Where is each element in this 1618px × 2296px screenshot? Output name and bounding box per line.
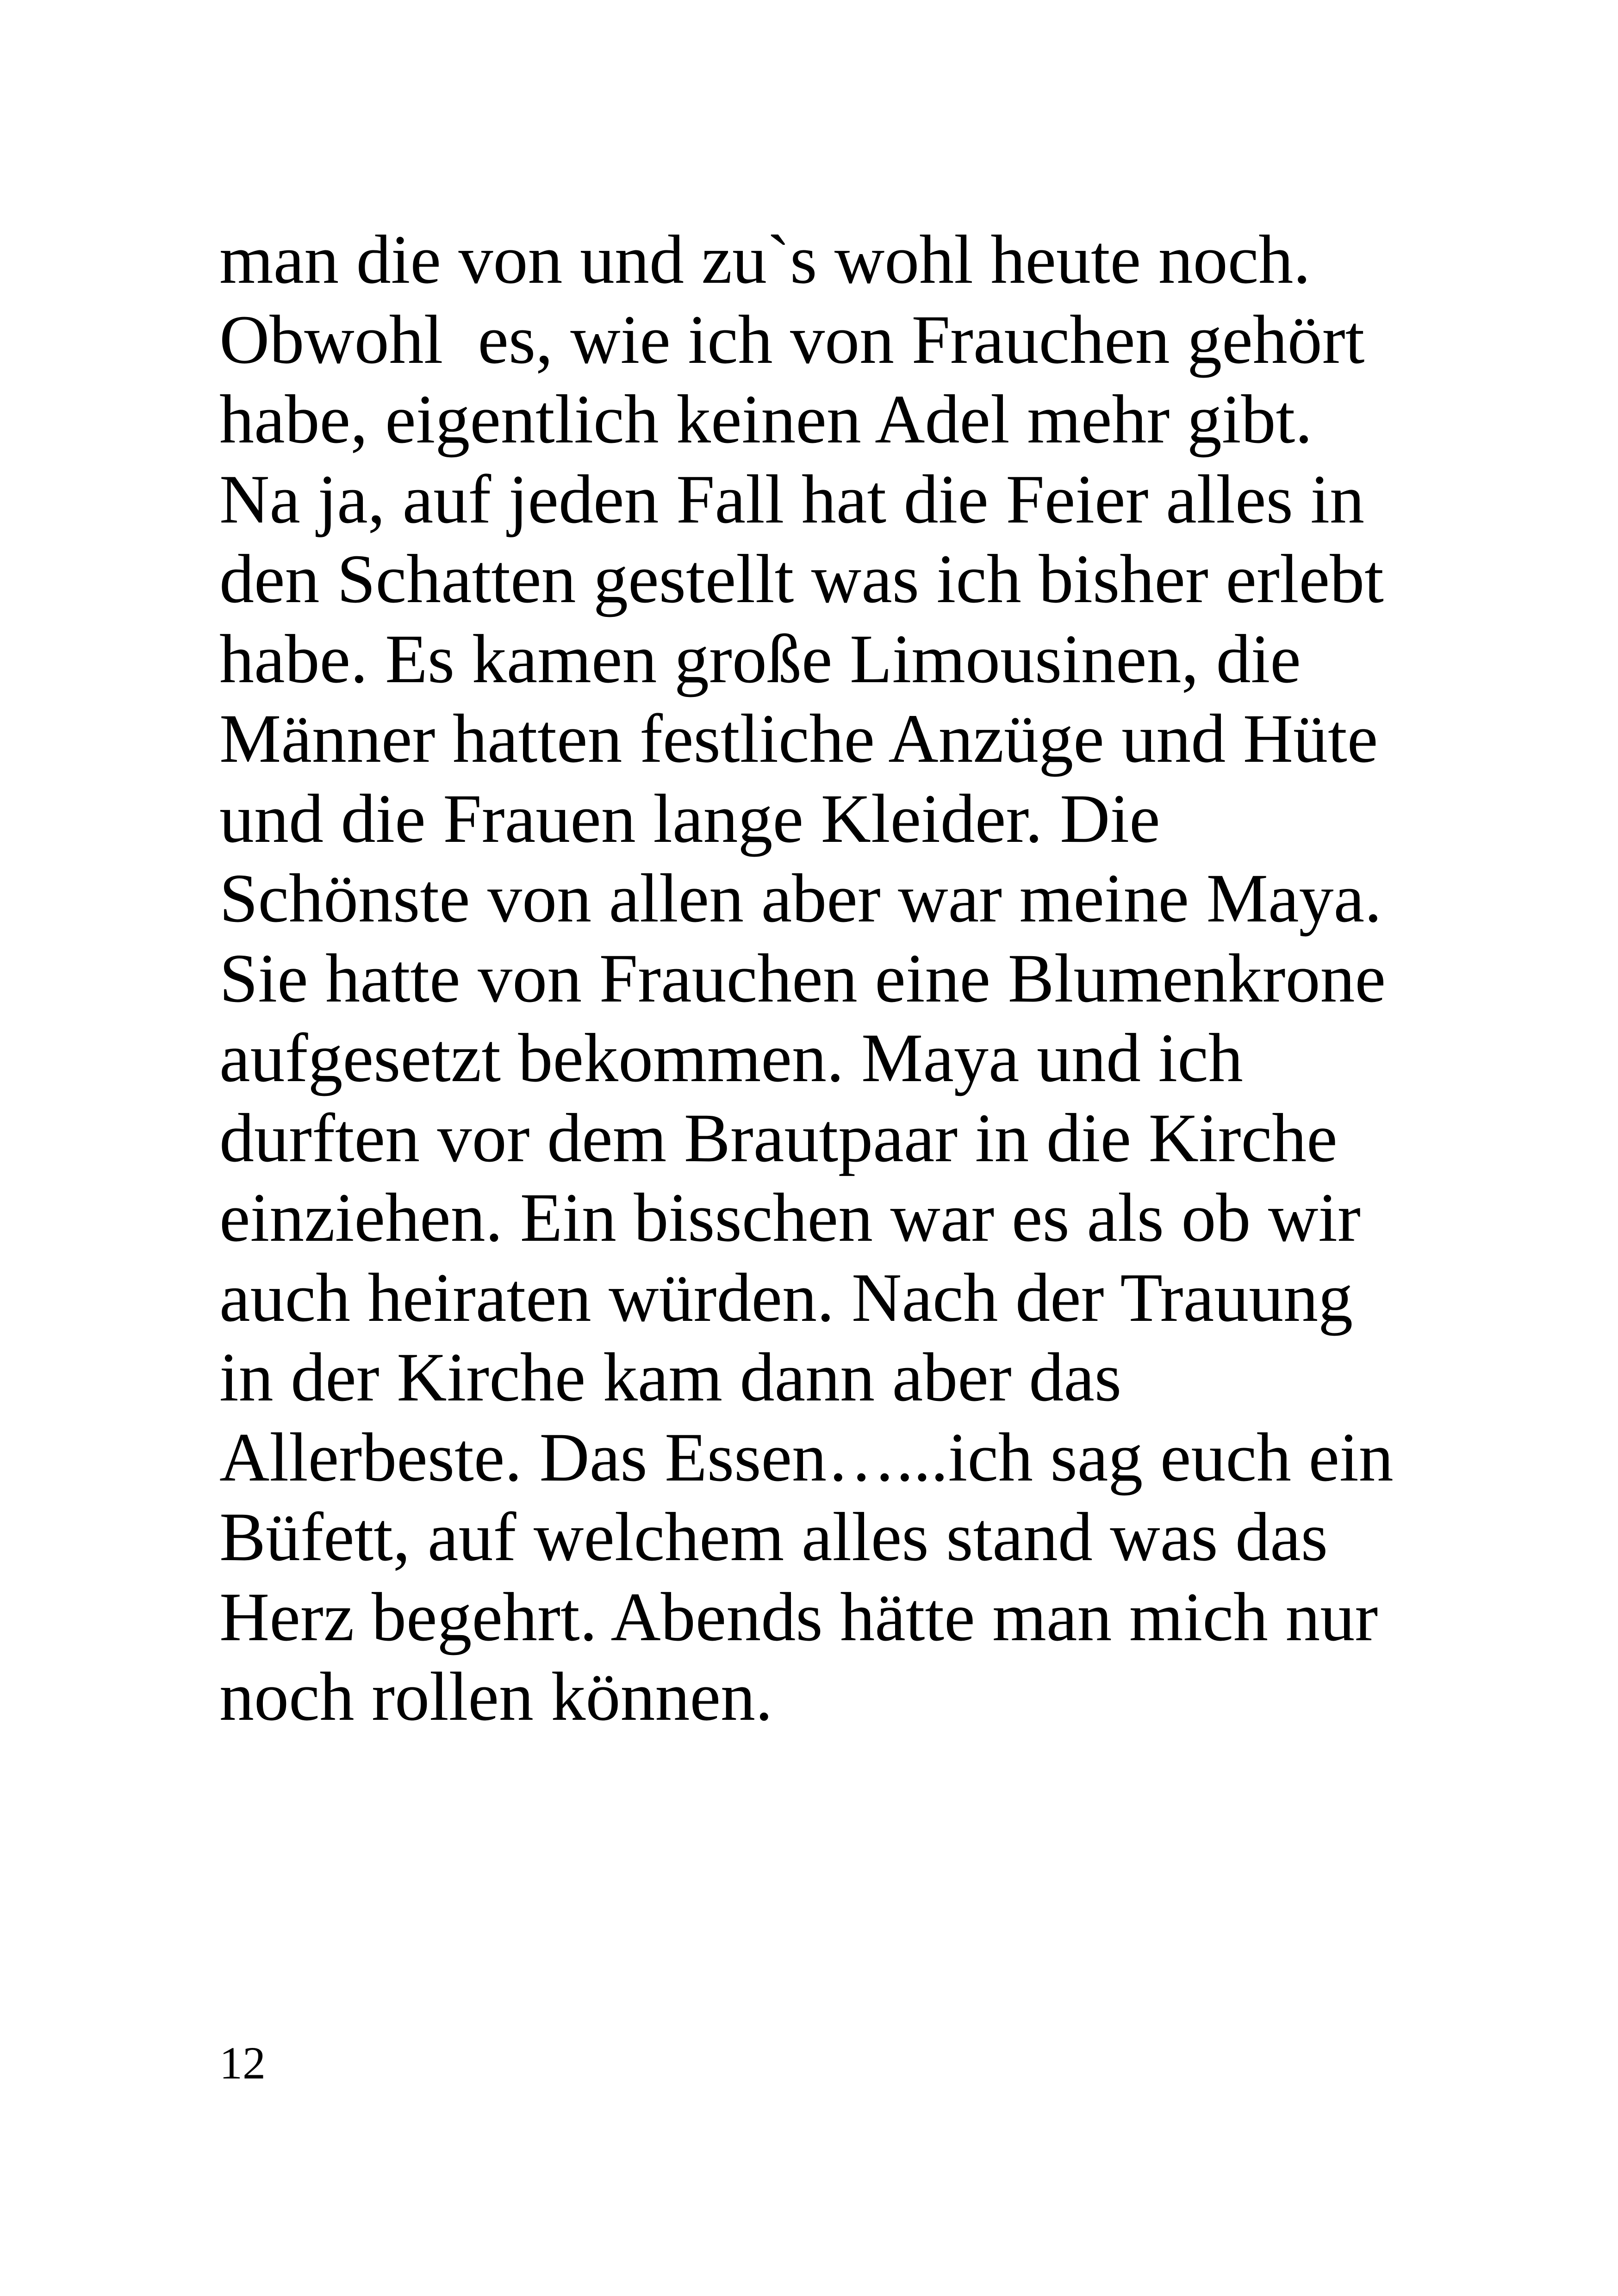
text-line: in der Kirche kam dann aber das — [219, 1339, 1122, 1416]
text-line: Männer hatten festliche Anzüge und Hüte — [219, 700, 1378, 777]
text-line: aufgesetzt bekommen. Maya und ich — [219, 1020, 1243, 1096]
text-line: auch heiraten würden. Nach der Trauung — [219, 1259, 1353, 1336]
text-line: einziehen. Ein bisschen war es als ob wir — [219, 1179, 1361, 1256]
text-line: Schönste von allen aber war meine Maya. — [219, 860, 1382, 937]
text-line: Allerbeste. Das Essen…...ich sag euch ein — [219, 1419, 1394, 1496]
text-line: noch rollen können. — [219, 1658, 773, 1735]
text-line: habe, eigentlich keinen Adel mehr gibt. — [219, 381, 1313, 458]
text-line: Obwohl es, wie ich von Frauchen gehört — [219, 301, 1365, 378]
text-line: Herz begehrt. Abends hätte man mich nur — [219, 1578, 1378, 1655]
text-line: man die von und zu`s wohl heute noch. — [219, 221, 1311, 298]
body-text — [219, 220, 1562, 1737]
text-line: Na ja, auf jeden Fall hat die Feier alles in — [219, 460, 1365, 538]
text-line: durften vor dem Brautpaar in die Kirche — [219, 1099, 1338, 1176]
text-line: habe. Es kamen große Limousinen, die — [219, 620, 1301, 697]
page-number: 12 — [219, 2037, 266, 2089]
text-line: Büfett, auf welchem alles stand was das — [219, 1499, 1328, 1575]
text-line: und die Frauen lange Kleider. Die — [219, 780, 1160, 857]
text-line: den Schatten gestellt was ich bisher erlebt — [219, 541, 1384, 617]
text-line: Sie hatte von Frauchen eine Blumenkrone — [219, 940, 1386, 1017]
